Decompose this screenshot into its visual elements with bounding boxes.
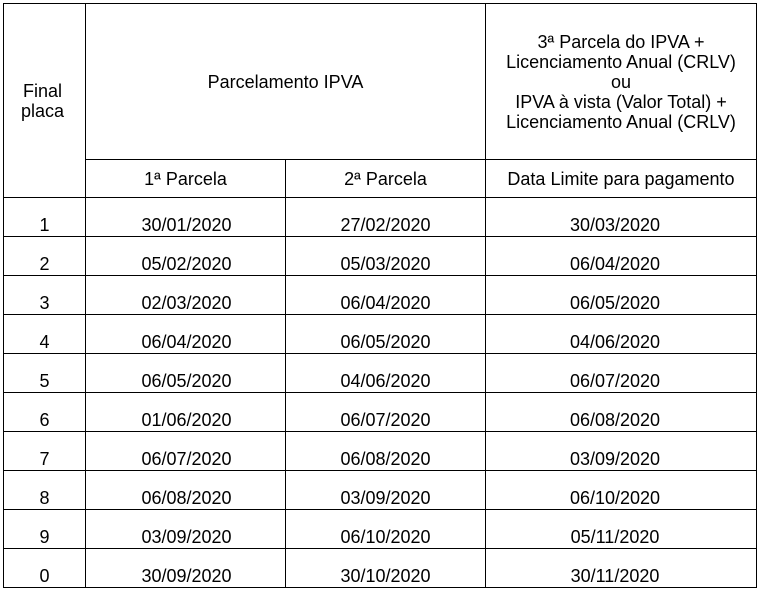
table-row: [4, 510, 757, 549]
parcela-1-date: 30/01/2020: [141, 215, 232, 235]
data-limite-date: 06/05/2020: [569, 293, 661, 313]
cell-final: [4, 393, 86, 432]
cell-final: [4, 315, 86, 354]
parcela-2-date: 04/06/2020: [340, 371, 431, 391]
parcela-1-date: 03/09/2020: [141, 527, 232, 547]
parcela-1-date: 06/08/2020: [141, 488, 232, 508]
table-row: [4, 471, 757, 510]
cell-parcela-2: [286, 549, 486, 588]
parcela-1-date: 06/04/2020: [141, 332, 232, 352]
data-limite-date: 03/09/2020: [569, 449, 661, 469]
data-limite-date: 30/11/2020: [570, 566, 660, 586]
cell-data-limite: [486, 315, 757, 354]
data-limite-date: 04/06/2020: [569, 332, 661, 352]
data-limite-date: 05/11/2020: [570, 527, 660, 547]
cell-parcela-1: [86, 237, 286, 276]
table-row: [4, 432, 757, 471]
parcela-2-date: 06/05/2020: [340, 332, 431, 352]
header-parcela-2: 2ª Parcela: [286, 160, 486, 198]
cell-final: [4, 432, 86, 471]
parcela-1-date: 06/05/2020: [141, 371, 232, 391]
cell-parcela-1: [86, 354, 286, 393]
cell-parcela-2: [286, 198, 486, 237]
ipva-schedule-table: [3, 3, 757, 588]
final-value: 5: [39, 371, 50, 391]
header-row-top: [4, 4, 757, 160]
cell-data-limite: [486, 549, 757, 588]
cell-parcela-2: [286, 432, 486, 471]
data-limite-date: 06/08/2020: [569, 410, 661, 430]
table-row: [4, 393, 757, 432]
data-limite-date: 06/07/2020: [569, 371, 661, 391]
data-limite-date: 30/03/2020: [569, 215, 661, 235]
table-row: [4, 315, 757, 354]
cell-data-limite: [486, 237, 757, 276]
header-parcelamento-ipva: [86, 4, 486, 160]
cell-parcela-2: [286, 471, 486, 510]
parcela-1-date: 02/03/2020: [141, 293, 232, 313]
parcela-1-date: 01/06/2020: [141, 410, 232, 430]
header-final-placa: [4, 4, 86, 198]
header-parcelamento-label: Parcelamento IPVA: [207, 71, 364, 92]
table-row: [4, 354, 757, 393]
cell-parcela-1: [86, 315, 286, 354]
cell-final: [4, 510, 86, 549]
cell-data-limite: [486, 510, 757, 549]
table-row: [4, 549, 757, 588]
final-value: 8: [39, 488, 50, 508]
header-row-sub: [4, 160, 757, 198]
data-limite-date: 06/04/2020: [569, 254, 661, 274]
cell-final: [4, 471, 86, 510]
cell-data-limite: [486, 471, 757, 510]
cell-parcela-2: [286, 276, 486, 315]
header-third-line5: Licenciamento Anual (CRLV): [506, 111, 736, 132]
cell-final: [4, 237, 86, 276]
table-row: [4, 237, 757, 276]
cell-parcela-1: [86, 276, 286, 315]
header-third-parcela: [486, 4, 757, 160]
parcela-2-date: 30/10/2020: [340, 566, 431, 586]
final-value: 0: [39, 566, 50, 586]
cell-final: [4, 276, 86, 315]
parcela-2-date: 06/07/2020: [340, 410, 431, 430]
cell-parcela-2: [286, 510, 486, 549]
parcela-1-date: 06/07/2020: [141, 449, 232, 469]
cell-data-limite: [486, 354, 757, 393]
header-final-placa-line1: Final: [22, 80, 62, 101]
table-row: [4, 198, 757, 237]
cell-data-limite: [486, 432, 757, 471]
header-third-line2: Licenciamento Anual (CRLV): [506, 51, 736, 72]
header-parcela-1: 1ª Parcela: [86, 160, 286, 198]
cell-parcela-1: [86, 549, 286, 588]
final-value: 7: [39, 449, 50, 469]
cell-parcela-1: [86, 510, 286, 549]
parcela-2-date: 27/02/2020: [340, 215, 431, 235]
data-limite-date: 06/10/2020: [569, 488, 661, 508]
final-value: 3: [39, 293, 50, 313]
parcela-1-date: 30/09/2020: [141, 566, 232, 586]
cell-parcela-2: [286, 393, 486, 432]
cell-parcela-2: [286, 237, 486, 276]
header-third-line4: IPVA à vista (Valor Total) +: [515, 91, 727, 112]
parcela-2-date: 06/04/2020: [340, 293, 431, 313]
cell-final: [4, 198, 86, 237]
cell-final: [4, 354, 86, 393]
final-value: 1: [39, 215, 50, 235]
cell-parcela-1: [86, 198, 286, 237]
final-value: 4: [39, 332, 50, 352]
table-row: [4, 276, 757, 315]
cell-parcela-1: [86, 471, 286, 510]
header-data-limite: Data Limite para pagamento: [486, 160, 757, 198]
cell-data-limite: [486, 276, 757, 315]
header-third-line1: 3ª Parcela do IPVA +: [537, 31, 705, 52]
final-value: 2: [39, 254, 50, 274]
cell-final: [4, 549, 86, 588]
parcela-1-date: 05/02/2020: [141, 254, 232, 274]
header-final-placa-line2: placa: [20, 100, 65, 121]
parcela-2-date: 06/10/2020: [340, 527, 431, 547]
cell-parcela-1: [86, 432, 286, 471]
cell-data-limite: [486, 198, 757, 237]
cell-data-limite: [486, 393, 757, 432]
header-third-line3: ou: [610, 71, 632, 92]
final-value: 6: [39, 410, 50, 430]
parcela-2-date: 03/09/2020: [340, 488, 431, 508]
cell-parcela-2: [286, 315, 486, 354]
parcela-2-date: 05/03/2020: [340, 254, 431, 274]
parcela-2-date: 06/08/2020: [340, 449, 431, 469]
final-value: 9: [39, 527, 50, 547]
cell-parcela-2: [286, 354, 486, 393]
cell-parcela-1: [86, 393, 286, 432]
